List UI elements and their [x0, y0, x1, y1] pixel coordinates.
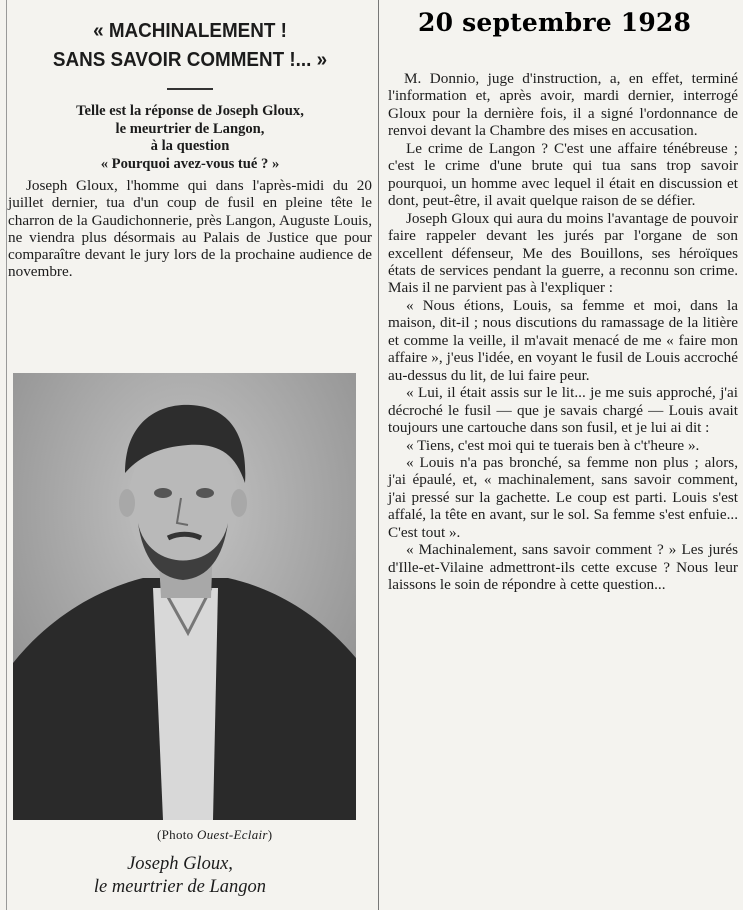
portrait-photo [13, 373, 356, 820]
subheadline-line-2: le meurtrier de Langon, [115, 120, 265, 137]
left-column [8, 16, 372, 281]
article-paragraph: Le crime de Langon ? C'est une affaire ténébreuse ; c'est le crime d'une brute qui tua sans trop savoir pourquoi, un homme avec lequel il était en discussion et dont, peut-être, il avait quelque raison de se défier. [388, 139, 738, 210]
headline-divider [167, 88, 213, 90]
article-paragraph: « Tiens, c'est moi qui te tuerais ben à c't'heure ». [406, 436, 700, 454]
article-paragraph: « Nous étions, Louis, sa femme et moi, dans la maison, dit-il ; nous discutions du ramassage de la litière et comme la veille, il m'avait menacé de me « faire mon affaire », j'eus l'idée, en voyant le fusil de Louis accroché au-dessus du lit, de lui faire peur. [388, 296, 738, 384]
headline [23, 16, 358, 74]
photo-caption-line-2: le meurtrier de Langon [93, 877, 267, 897]
photo-caption [30, 853, 330, 899]
headline-line-1: « MACHINALEMENT ! [93, 19, 287, 42]
right-column [388, 70, 738, 594]
headline-line-2: SANS SAVOIR COMMENT !... » [52, 48, 328, 71]
subheadline-line-3: à la question [150, 138, 230, 154]
article-paragraph: Joseph Gloux qui aura du moins l'avantage de pouvoir faire rappeler devant les jurés par l'organe de son excellent défenseur, Me des Bouillons, ses héroïques états de services pendant la guerre, a reconnu son crime. Mais il ne parvient pas à l'expliquer : [388, 209, 738, 297]
photo-credit-prefix: (Photo [157, 827, 198, 842]
article-paragraph: « Louis n'a pas bronché, sa femme non plus ; alors, j'ai épaulé, et, « machinalement, sans savoir comment, j'ai pressé sur la gachette. Le coup est parti. Louis s'est affalé, la tête en avant, sur le sol. Sa femme s'est enfuie... C'est tout ». [388, 453, 738, 541]
portrait-illustration [13, 373, 356, 820]
photo-caption-line-1: Joseph Gloux, [127, 854, 233, 874]
column-divider [378, 0, 379, 910]
publication-date: 20 septembre 1928 [418, 8, 692, 37]
subheadline [8, 103, 372, 173]
subheadline-line-4: « Pourquoi avez-vous tué ? » [100, 155, 280, 172]
article-paragraph: « Machinalement, sans savoir comment ? » Les jurés d'Ille-et-Vilaine admettront-ils cette excuse ? Nous leur laissons le soin de répondre à cette question... [388, 541, 738, 594]
article-paragraph: « Lui, il était assis sur le lit... je me suis approché, j'ai décroché le fusil — que je savais chargé — Louis avait toujours une cartouche dans son fusil, et je lui ai dit : [388, 384, 738, 437]
article-paragraph: M. Donnio, juge d'instruction, a, en effet, terminé l'information et, après avoir, mardi dernier, interrogé Gloux pour la dernière fois, il a signé l'ordonnance de renvoi devant la Chambre des mises en accusation. [388, 70, 738, 140]
subheadline-line-1: Telle est la réponse de Joseph Gloux, [76, 103, 304, 119]
left-border-rule [6, 0, 7, 910]
photo-credit [157, 827, 357, 843]
photo-credit-suffix: ) [267, 827, 273, 842]
photo-credit-source: Ouest-Eclair [197, 827, 268, 842]
lead-paragraph: Joseph Gloux, l'homme qui dans l'après-midi du 20 juillet dernier, tua d'un coup de fusil en pleine tête le charron de la Gaudichonnerie, près Langon, Auguste Louis, ne viendra plus désormais au Palais de Justice que pour comparaître devant le jury lors de la prochaine audience de novembre. [8, 177, 372, 281]
